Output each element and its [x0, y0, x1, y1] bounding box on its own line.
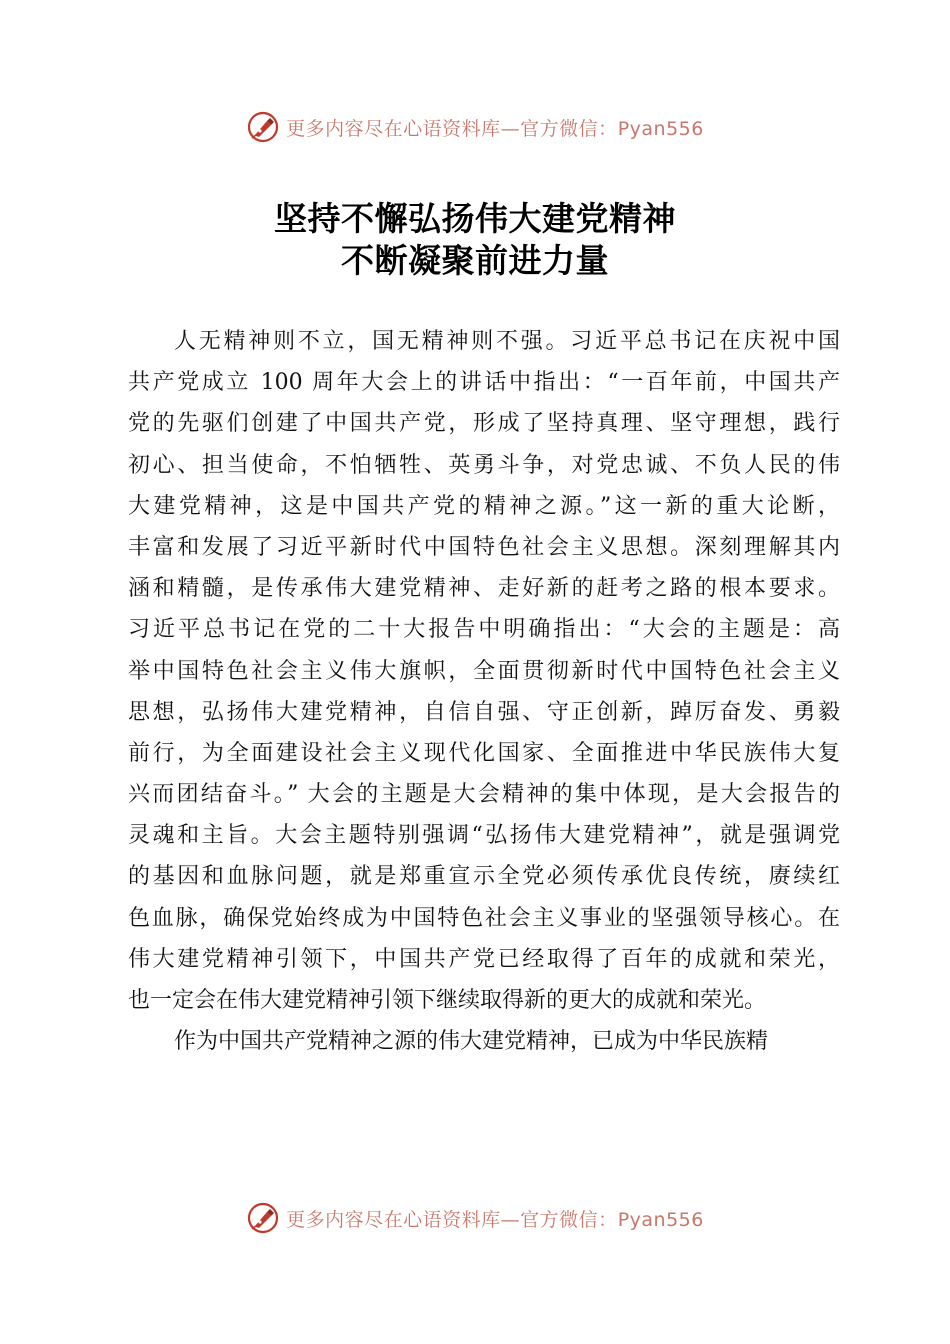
banner-text	[286, 1205, 704, 1232]
pen-nib-logo-icon	[246, 110, 280, 144]
footer-banner	[0, 1198, 950, 1238]
banner-separator-text: —官方微信：	[500, 117, 618, 140]
body-line: 大建党精神，这是中国共产党的精神之源。”这一新的重大论断，	[128, 493, 840, 519]
body-line: 色血脉，确保党始终成为中国特色社会主义事业的坚强领导核心。在	[128, 905, 840, 931]
header-banner	[0, 107, 950, 147]
body-line: 共产党成立 100 周年大会上的讲话中指出：“一百年前，中国共产	[128, 370, 840, 396]
banner-separator-text: —官方微信：	[500, 1208, 618, 1231]
body-line: 初心、担当使命，不怕牺牲、英勇斗争，对党忠诚、不负人民的伟	[128, 452, 840, 478]
body-line: 举中国特色社会主义伟大旗帜，全面贯彻新时代中国特色社会主义	[128, 658, 840, 684]
body-line: 习近平总书记在党的二十大报告中明确指出：“大会的主题是：高	[128, 617, 840, 643]
article-title	[0, 198, 950, 282]
banner-main-text: 更多内容尽在心语资料库	[286, 117, 501, 140]
body-line: 作为中国共产党精神之源的伟大建党精神，已成为中华民族精	[174, 1029, 769, 1055]
body-line: 兴而团结奋斗。” 大会的主题是大会精神的集中体现，是大会报告的	[128, 782, 840, 808]
banner-wechat-id: Pyan556	[617, 1208, 704, 1231]
pen-nib-logo-icon	[246, 1201, 280, 1235]
body-line: 丰富和发展了习近平新时代中国特色社会主义思想。深刻理解其内	[128, 534, 840, 560]
title-line-1: 坚持不懈弘扬伟大建党精神	[274, 199, 676, 238]
body-line: 思想，弘扬伟大建党精神，自信自强、守正创新，踔厉奋发、勇毅	[128, 699, 840, 725]
body-line: 灵魂和主旨。大会主题特别强调“弘扬伟大建党精神”，就是强调党	[128, 823, 840, 849]
banner-main-text: 更多内容尽在心语资料库	[286, 1208, 501, 1231]
title-line-2: 不断凝聚前进力量	[341, 241, 609, 280]
banner-wechat-id: Pyan556	[617, 117, 704, 140]
body-line: 涵和精髓，是传承伟大建党精神、走好新的赶考之路的根本要求。	[128, 576, 840, 602]
body-line: 人无精神则不立，国无精神则不强。习近平总书记在庆祝中国	[174, 329, 840, 354]
body-line: 伟大建党精神引领下，中国共产党已经取得了百年的成就和荣光，	[128, 946, 840, 972]
banner-text	[286, 114, 704, 141]
body-line: 前行，为全面建设社会主义现代化国家、全面推进中华民族伟大复	[128, 740, 840, 766]
body-line: 的基因和血脉问题，就是郑重宣示全党必须传承优良传统，赓续红	[128, 864, 840, 890]
article-body	[128, 321, 840, 1062]
body-line: 也一定会在伟大建党精神引领下继续取得新的更大的成就和荣光。	[128, 988, 767, 1013]
body-line: 党的先驱们创建了中国共产党，形成了坚持真理、坚守理想，践行	[128, 411, 840, 437]
